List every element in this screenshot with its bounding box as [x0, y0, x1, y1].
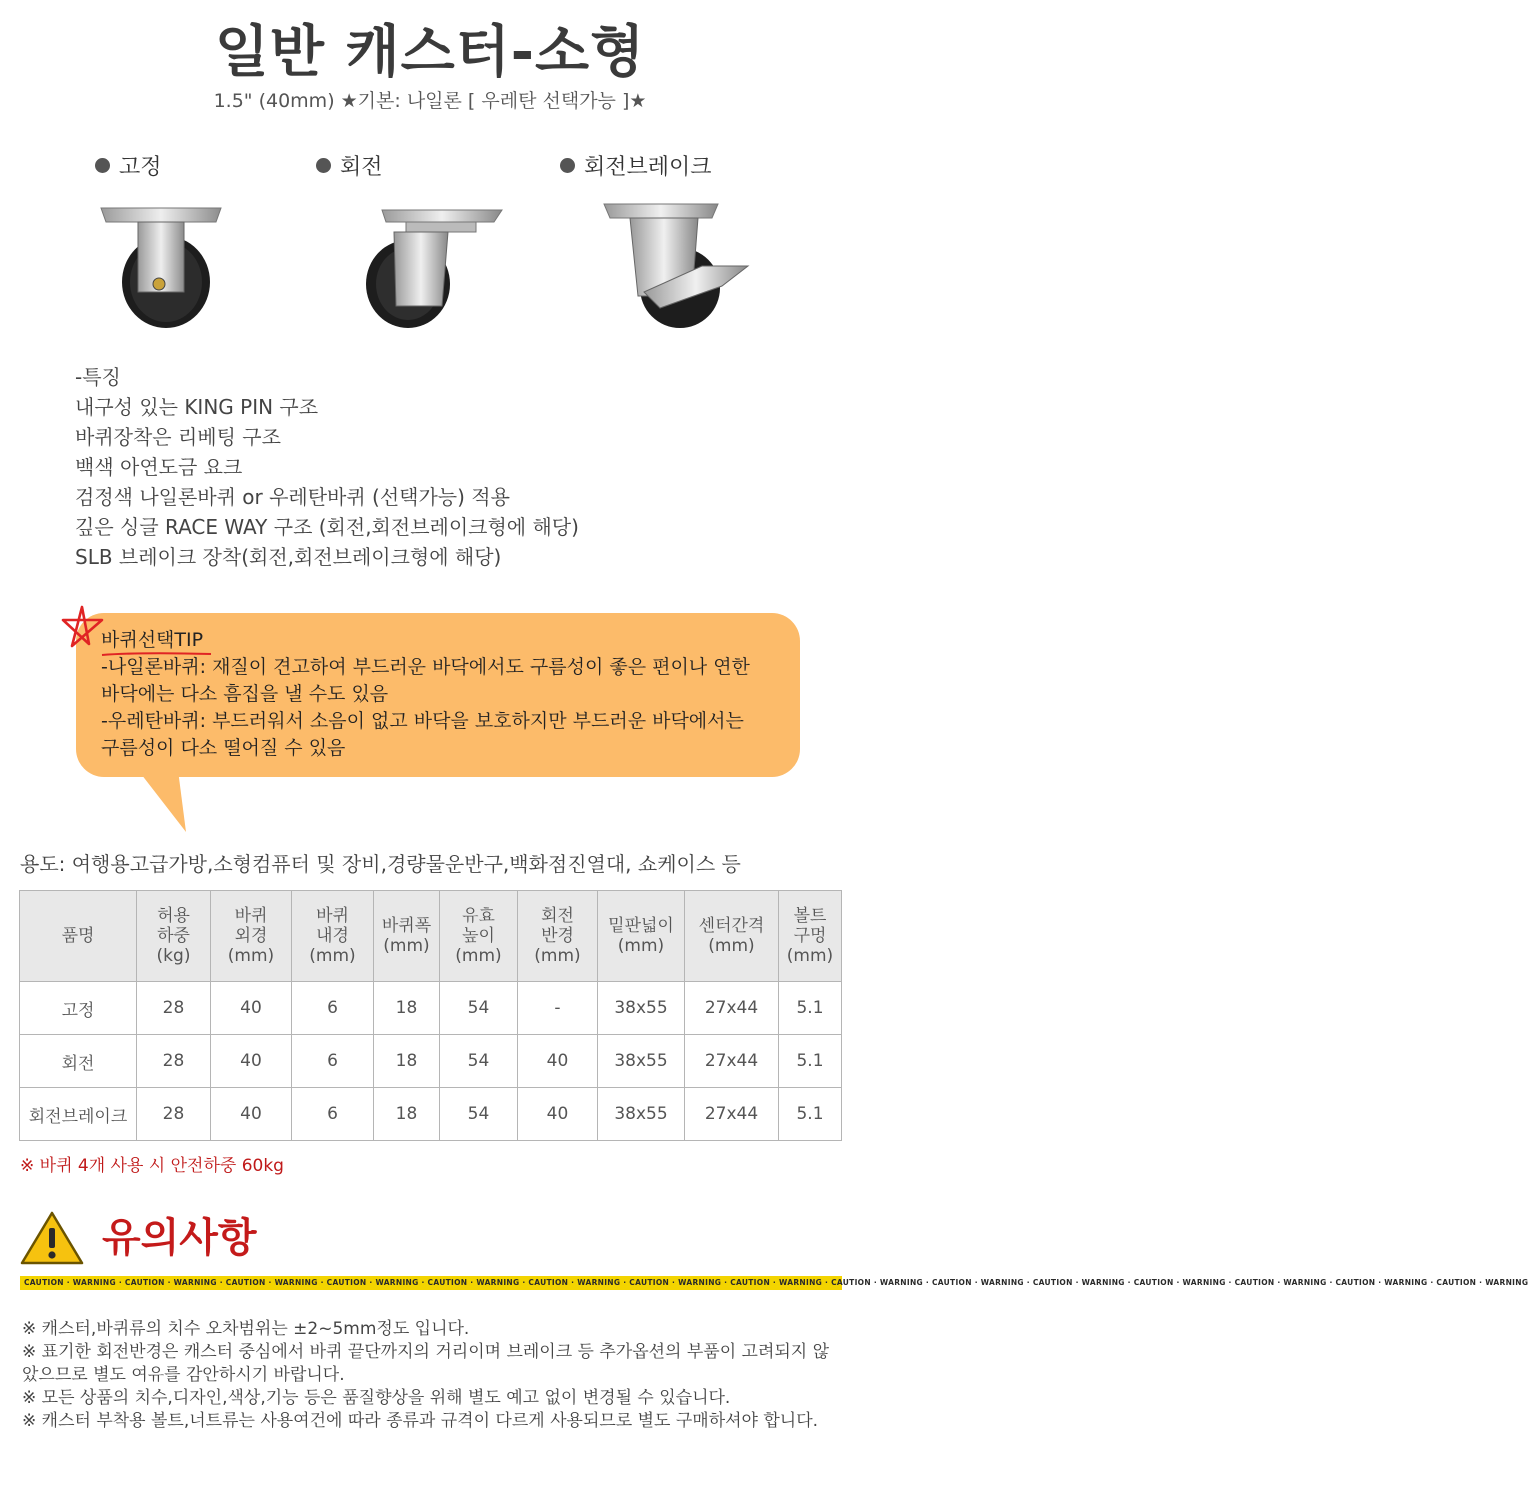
type-label-swivel: 회전	[316, 150, 383, 181]
table-cell: 6	[292, 1035, 374, 1088]
notice-item: ※ 캐스터 부착용 볼트,너트류는 사용여건에 따라 종류과 규격이 다르게 사용되므로 별도 구매하셔야 합니다.	[22, 1411, 819, 1431]
tip-bubble-tail	[138, 770, 198, 834]
feature-item: 검정색 나일론바퀴 or 우레탄바퀴 (선택가능) 적용	[75, 485, 510, 509]
bullet-icon	[560, 158, 575, 173]
table-cell: 18	[374, 1088, 440, 1141]
tip-content	[101, 627, 750, 762]
table-cell: 27x44	[685, 1088, 779, 1141]
table-cell: 54	[440, 982, 518, 1035]
safe-load-note: ※ 바퀴 4개 사용 시 안전하중 60kg	[20, 1156, 284, 1176]
column-header: 센터간격 (mm)	[685, 891, 779, 982]
table-cell: 28	[137, 1088, 211, 1141]
table-cell: 28	[137, 982, 211, 1035]
bullet-icon	[95, 158, 110, 173]
caution-tape	[20, 1276, 1528, 1290]
table-cell: -	[518, 982, 598, 1035]
column-header: 허용 하중 (kg)	[137, 891, 211, 982]
tip-title-underline	[101, 651, 213, 657]
notice-list	[22, 1318, 842, 1433]
page-title: 일반 캐스터-소형	[214, 20, 646, 85]
table-cell: 40	[211, 1035, 292, 1088]
fixed-caster-image	[96, 196, 236, 331]
table-cell: 27x44	[685, 982, 779, 1035]
table-cell: 18	[374, 982, 440, 1035]
table-cell: 38x55	[598, 1035, 685, 1088]
table-cell: 40	[518, 1035, 598, 1088]
table-cell: 38x55	[598, 982, 685, 1035]
type-label-swivel-brake: 회전브레이크	[560, 150, 712, 181]
tip-title: 바퀴선택TIP	[101, 629, 204, 651]
table-cell: 27x44	[685, 1035, 779, 1088]
warning-icon	[20, 1210, 84, 1266]
table-header-row	[20, 891, 842, 982]
table-cell: 40	[518, 1088, 598, 1141]
column-header: 품명	[20, 891, 137, 982]
warning-title: 유의사항	[102, 1215, 257, 1261]
column-header: 바퀴폭 (mm)	[374, 891, 440, 982]
column-header: 밑판넓이 (mm)	[598, 891, 685, 982]
type-label-fixed: 고정	[95, 150, 162, 181]
feature-item: 내구성 있는 KING PIN 구조	[75, 395, 319, 419]
table-cell: 고정	[20, 982, 137, 1035]
star-doodle-icon	[58, 604, 106, 650]
bullet-icon	[316, 158, 331, 173]
table-row	[20, 982, 842, 1035]
feature-item: SLB 브레이크 장착(회전,회전브레이크형에 해당)	[75, 545, 502, 569]
table-cell: 40	[211, 1088, 292, 1141]
tip-line: 구름성이 다소 떨어질 수 있음	[101, 737, 346, 759]
table-cell: 5.1	[779, 982, 842, 1035]
table-cell: 54	[440, 1035, 518, 1088]
notice-item: ※ 모든 상품의 치수,디자인,색상,기능 등은 품질향상을 위해 별도 예고 없이 변경될 수 있습니다.	[22, 1388, 731, 1408]
table-cell: 54	[440, 1088, 518, 1141]
tip-line: -나일론바퀴: 재질이 견고하여 부드러운 바닥에서도 구름성이 좋은 편이나 연한	[101, 656, 750, 678]
notice-item: ※ 캐스터,바퀴류의 치수 오차범위는 ±2~5mm정도 입니다.	[22, 1319, 470, 1339]
feature-item: 백색 아연도금 요크	[75, 455, 243, 479]
column-header: 바퀴 외경 (mm)	[211, 891, 292, 982]
feature-item: 깊은 싱글 RACE WAY 구조 (회전,회전브레이크형에 해당)	[75, 515, 579, 539]
swivel-brake-caster-image	[602, 196, 742, 331]
table-cell: 28	[137, 1035, 211, 1088]
table-cell: 회전	[20, 1035, 137, 1088]
tip-line: 바닥에는 다소 흠집을 낼 수도 있음	[101, 683, 389, 705]
table-row	[20, 1088, 842, 1141]
table-cell: 6	[292, 982, 374, 1035]
table-cell: 5.1	[779, 1088, 842, 1141]
feature-list	[75, 362, 579, 572]
feature-item: -특징	[75, 365, 121, 389]
usage-text: 용도: 여행용고급가방,소형컴퓨터 및 장비,경량물운반구,백화점진열대, 쇼케이스 등	[20, 852, 741, 876]
caution-tape-text: CAUTION · WARNING · CAUTION · WARNING · CAUTION · WARNING · CAUTION · WARNING · CAUTION · WARNING · CAUTION · WARNING · CAUTION · WARNING · CAUTION · WARNING · CAUTION · WARNING · CAUTION · WARNING · CAUTION · WARNING · CAUTION · WARNING · CAUTION · WARNING · CAUTION · WARNING · CAUTION · WARNING	[24, 1278, 1528, 1287]
table-cell: 18	[374, 1035, 440, 1088]
column-header: 볼트 구멍 (mm)	[779, 891, 842, 982]
notice-item: ※ 표기한 회전반경은 캐스터 중심에서 바퀴 끝단까지의 거리이며 브레이크 등 추가옵션의 부품이 고려되지 않았으므로 별도 여유를 감안하시기 바랍니다.	[22, 1342, 830, 1385]
page-subtitle: 1.5" (40mm) ★기본: 나일론 [ 우레탄 선택가능 ]★	[213, 90, 647, 112]
feature-item: 바퀴장착은 리베팅 구조	[75, 425, 281, 449]
table-cell: 40	[211, 982, 292, 1035]
tip-line: -우레탄바퀴: 부드러워서 소음이 없고 바닥을 보호하지만 부드러운 바닥에서는	[101, 710, 744, 732]
table-cell: 38x55	[598, 1088, 685, 1141]
swivel-caster-image	[356, 196, 496, 331]
spec-table	[19, 890, 842, 1141]
table-row	[20, 1035, 842, 1088]
column-header: 바퀴 내경 (mm)	[292, 891, 374, 982]
table-cell: 5.1	[779, 1035, 842, 1088]
column-header: 회전 반경 (mm)	[518, 891, 598, 982]
table-cell: 6	[292, 1088, 374, 1141]
table-cell: 회전브레이크	[20, 1088, 137, 1141]
column-header: 유효 높이 (mm)	[440, 891, 518, 982]
